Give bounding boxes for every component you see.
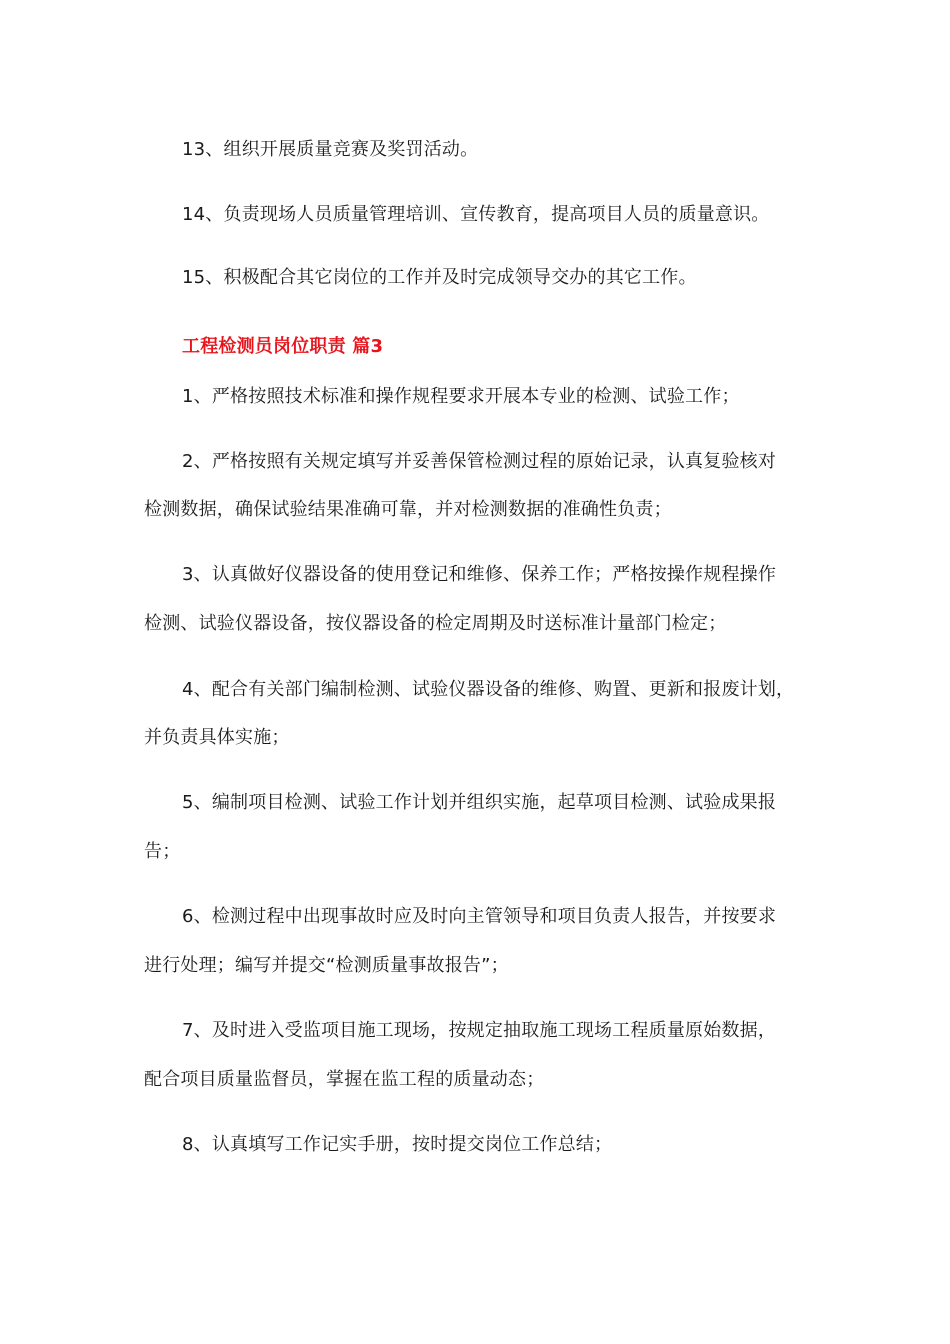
paragraph-item-4-line-1: 4、配合有关部门编制检测、试验仪器设备的维修、购置、更新和报废计划， [182,679,795,700]
paragraph-item-7-line-1: 7、及时进入受监项目施工现场，按规定抽取施工现场工程质量原始数据， [182,1020,777,1041]
paragraph-item-14: 14、负责现场人员质量管理培训、宣传教育，提高项目人员的质量意识。 [182,204,770,225]
paragraph-item-15: 15、积极配合其它岗位的工作并及时完成领导交办的其它工作。 [182,267,697,288]
paragraph-item-3-line-2: 检测、试验仪器设备，按仪器设备的检定周期及时送标准计量部门检定； [144,613,727,634]
paragraph-item-5-line-1: 5、编制项目检测、试验工作计划并组织实施，起草项目检测、试验成果报 [182,792,777,813]
paragraph-item-3-line-1: 3、认真做好仪器设备的使用登记和维修、保养工作；严格按操作规程操作 [182,564,777,585]
paragraph-item-2-line-1: 2、严格按照有关规定填写并妥善保管检测过程的原始记录，认真复验核对 [182,451,777,472]
paragraph-item-6-line-1: 6、检测过程中出现事故时应及时向主管领导和项目负责人报告，并按要求 [182,906,777,927]
paragraph-item-5-line-2: 告； [144,841,181,862]
paragraph-item-13: 13、组织开展质量竞赛及奖罚活动。 [182,139,479,160]
paragraph-item-4-line-2: 并负责具体实施； [144,727,290,748]
paragraph-item-2-line-2: 检测数据，确保试验结果准确可靠，并对检测数据的准确性负责； [144,499,672,520]
paragraph-item-6-line-2: 进行处理；编写并提交“检测质量事故报告”； [144,955,509,976]
section-heading: 工程检测员岗位职责 篇3 [182,336,384,357]
paragraph-item-8: 8、认真填写工作记实手册，按时提交岗位工作总结； [182,1134,613,1155]
paragraph-item-7-line-2: 配合项目质量监督员，掌握在监工程的质量动态； [144,1069,545,1090]
paragraph-item-1: 1、严格按照技术标准和操作规程要求开展本专业的检测、试验工作； [182,386,740,407]
